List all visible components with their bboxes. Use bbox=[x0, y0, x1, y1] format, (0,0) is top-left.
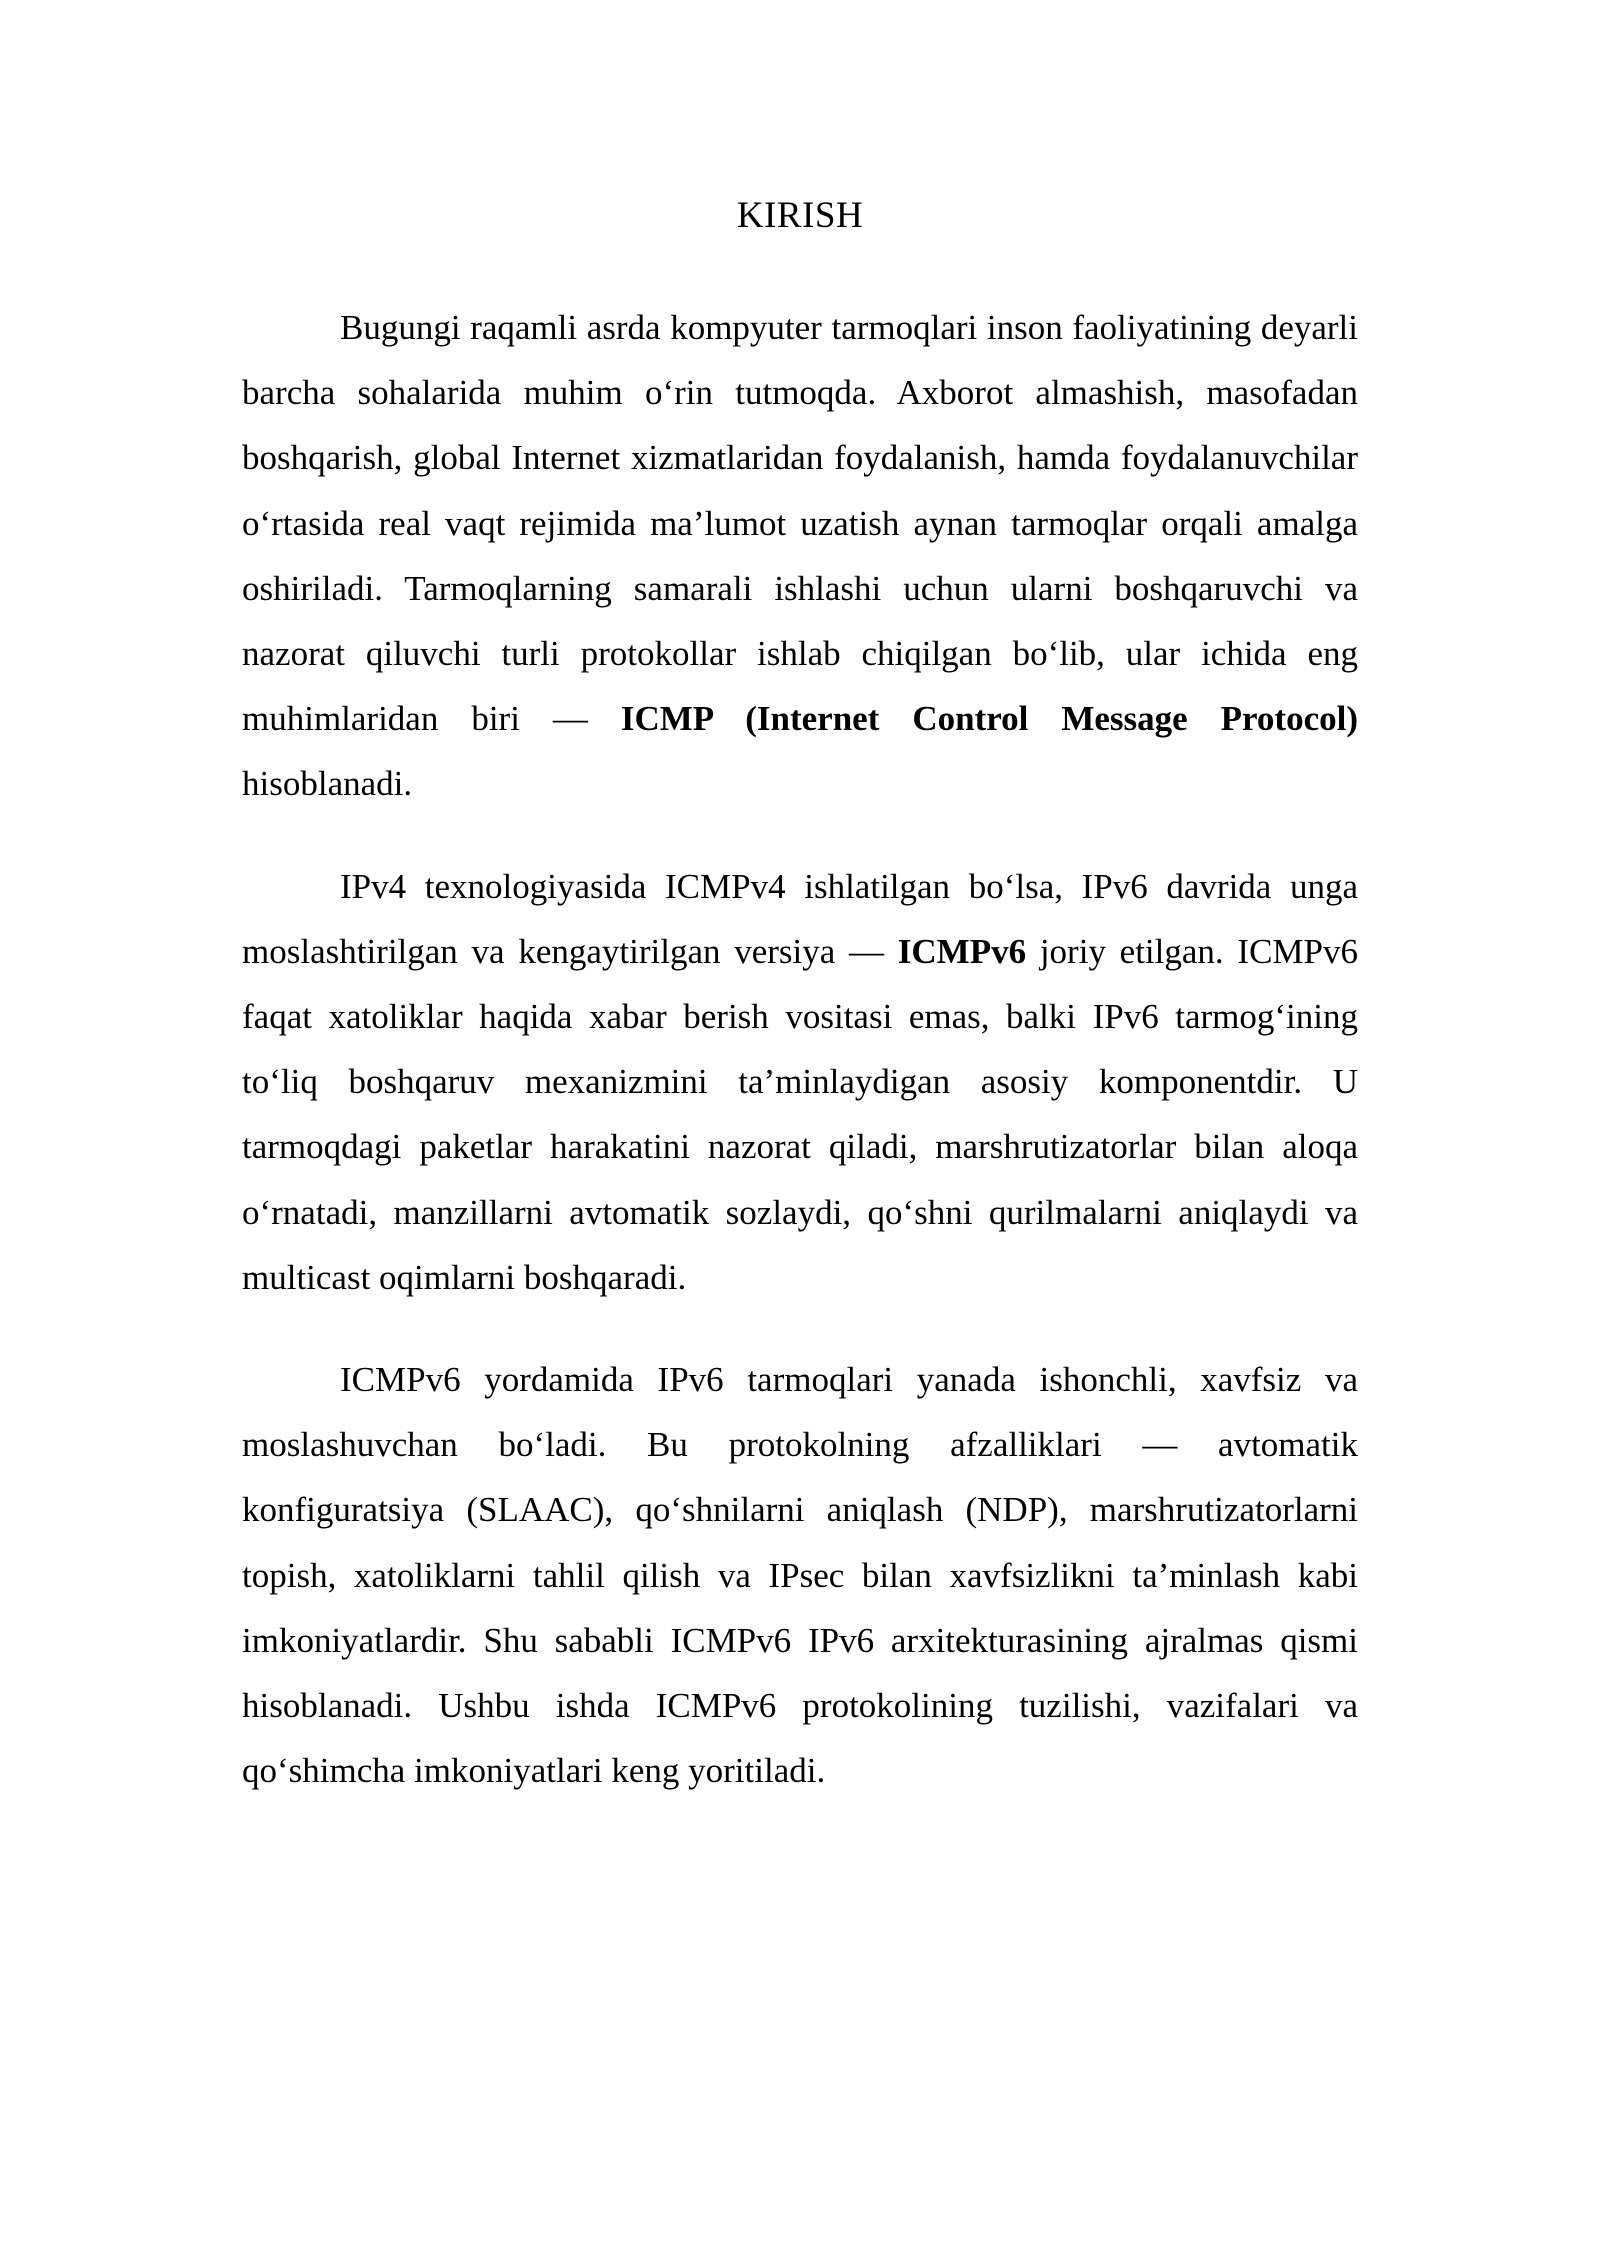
paragraph-icmpv6-benefits bbox=[242, 1347, 1358, 1803]
paragraph-icmpv6-overview bbox=[242, 854, 1358, 1310]
bold-term-icmp: ICMP (Internet Control Message Protocol) bbox=[620, 699, 1358, 739]
document-body bbox=[242, 295, 1358, 1840]
paragraph-text: ICMPv6 yordamida IPv6 tarmoqlari yanada ishonchli, xavfsiz va moslashuvchan bo‘ladi. Bu protokolning afzalliklari — avtomatik konfiguratsiya (SLAAC), qo‘shnilarni aniqlash (NDP), marshrutizatorlarni topish, xatoliklarni tahlil qilish va IPsec bilan xavfsizlikni ta’minlash kabi imkoniyatlardir. Shu sababli ICMPv6 IPv6 arxitekturasining ajralmas qismi hisoblanadi. Ushbu ishda ICMPv6 protokolining tuzilishi, vazifalari va qo‘shimcha imkoniyatlari keng yoritiladi. bbox=[242, 1360, 1358, 1791]
paragraph-text: IPv4 texnologiyasida ICMPv4 ishlatilgan bo‘lsa, IPv6 davrida unga moslashtirilgan va kengaytirilgan versiya — bbox=[242, 866, 1358, 971]
paragraph-text: hisoblanadi. bbox=[242, 764, 413, 804]
paragraph-text: joriy etilgan. ICMPv6 faqat xatoliklar haqida xabar berish vositasi emas, balki IPv6 tarmog‘ining to‘liq boshqaruv mexanizmini ta’minlaydigan asosiy komponentdir. U tarmoqdagi paketlar harakatini nazorat qiladi, marshrutizatorlar bilan aloqa o‘rnatadi, manzillarni avtomatik sozlaydi, qo‘shni qurilmalarni aniqlaydi va multicast oqimlarni boshqaradi. bbox=[242, 931, 1358, 1297]
paragraph-text: Bugungi raqamli asrda kompyuter tarmoqlari inson faoliyatining deyarli barcha sohalarida muhim o‘rin tutmoqda. Axborot almashish, masofadan boshqarish, global Internet xizmatlaridan foydalanish, hamda foydalanuvchilar o‘rtasida real vaqt rejimida ma’lumot uzatish aynan tarmoqlar orqali amalga oshiriladi. Tarmoqlarning samarali ishlashi uchun ularni boshqaruvchi va nazorat qiluvchi turli protokollar ishlab chiqilgan bo‘lib, ular ichida eng muhimlaridan biri — bbox=[242, 308, 1358, 739]
bold-term-icmpv6: ICMPv6 bbox=[897, 931, 1027, 971]
page-title: KIRISH bbox=[736, 195, 864, 236]
paragraph-intro bbox=[242, 295, 1358, 817]
